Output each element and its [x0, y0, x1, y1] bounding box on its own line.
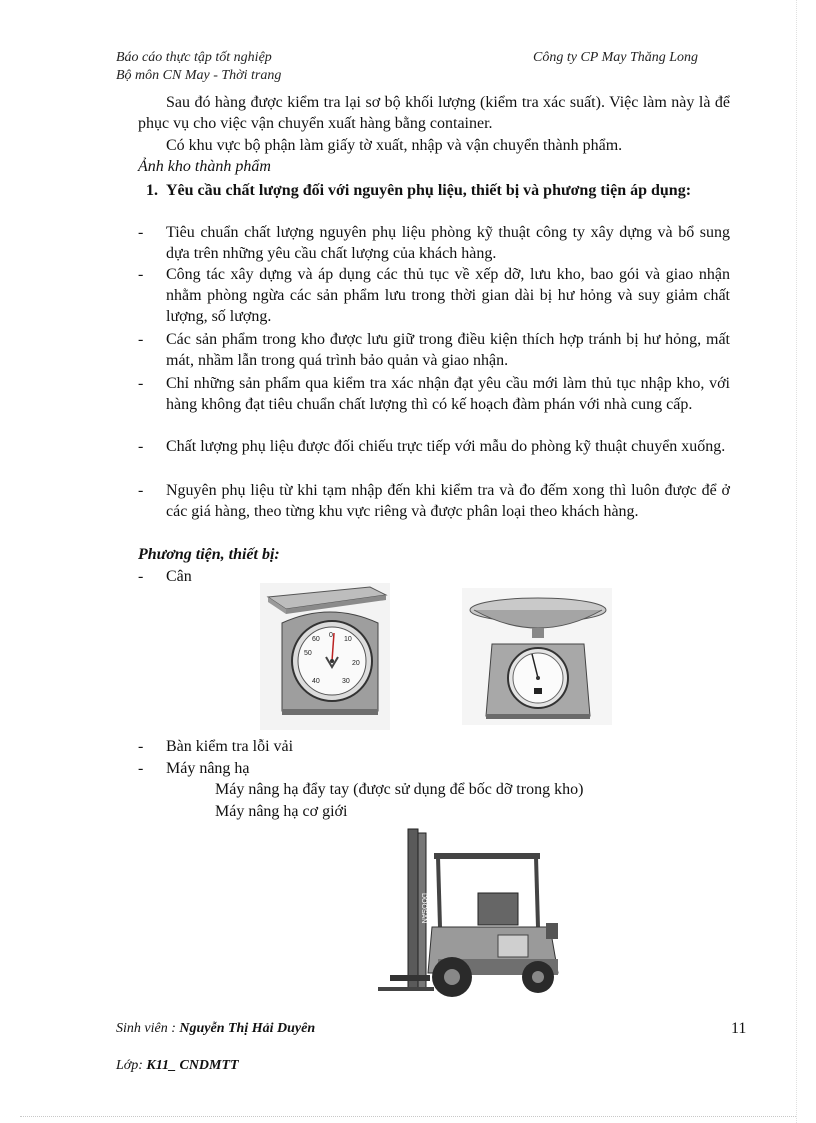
class-name: K11_ CNDMTT: [146, 1058, 239, 1073]
section-number: 1.: [146, 182, 158, 199]
student-name: Nguyễn Thị Hải Duyên: [179, 1021, 316, 1036]
student-label: Sinh viên :: [116, 1021, 180, 1036]
bullet-item: [138, 373, 730, 436]
svg-text:10: 10: [344, 636, 352, 643]
svg-text:40: 40: [312, 678, 320, 685]
bullet-item: [138, 480, 730, 543]
bullet-dash: -: [138, 375, 144, 392]
class-label: Lớp:: [116, 1058, 147, 1073]
header-left-line1: Báo cáo thực tập tốt nghiệp: [116, 50, 272, 65]
equipment-table-label: Bàn kiểm tra lỗi vải: [166, 738, 294, 755]
bullet-text: Chỉ những sản phẩm qua kiểm tra xác nhận đạt yêu cầu mới làm thủ tục nhập kho, với hàng không đạt tiêu chuẩn chất lượng thì có kế hoạch đàm phán với nhà cung cấp.: [166, 375, 730, 413]
forklift-brand: DOOSAN: [420, 893, 427, 924]
forklift-image: [378, 823, 570, 1003]
bullet-dash: -: [138, 568, 144, 585]
page-right-border: [796, 0, 797, 1123]
equipment-lift-label: Máy nâng hạ: [166, 760, 250, 777]
svg-text:30: 30: [342, 678, 350, 685]
bullet-dash: -: [138, 438, 144, 455]
scale-image-2: [462, 588, 612, 725]
header-right: Công ty CP May Thăng Long: [533, 50, 699, 65]
bullet-text: Các sản phẩm trong kho được lưu giữ trong điều kiện thích hợp tránh bị hư hỏng, mất mát, nhầm lẫn trong quá trình bảo quản và giao nhận.: [166, 331, 730, 369]
equipment-heading: Phương tiện, thiết bị:: [138, 546, 280, 563]
svg-text:50: 50: [304, 650, 312, 657]
photo-caption: Ảnh kho thành phẩm: [138, 158, 271, 175]
paragraph-1: Sau đó hàng được kiểm tra lại sơ bộ khối lượng (kiểm tra xác suất). Việc làm này là để phục vụ cho việc vận chuyển xuất hàng bằng container.: [138, 94, 730, 132]
bullet-item: [138, 329, 730, 371]
bullet-item: [138, 436, 730, 478]
bullet-dash: -: [138, 738, 144, 755]
bullet-dash: -: [138, 266, 144, 283]
bullet-text: Chất lượng phụ liệu được đối chiếu trực tiếp với mẫu do phòng kỹ thuật chuyển xuống.: [166, 438, 726, 455]
svg-text:0: 0: [329, 632, 333, 639]
bullet-text: Công tác xây dựng và áp dụng các thủ tục về xếp dỡ, lưu kho, bao gói và giao nhận nhằm phòng ngừa các sản phẩm lưu trong thời gian dài bị hư hỏng và suy giảm chất lượng, số lượng.: [166, 266, 730, 325]
page-bottom-border: [20, 1116, 796, 1117]
paragraph-2: Có khu vực bộ phận làm giấy tờ xuất, nhập và vận chuyển thành phẩm.: [166, 137, 623, 154]
bullet-dash: -: [138, 224, 144, 241]
bullet-text: Nguyên phụ liệu từ khi tạm nhập đến khi kiểm tra và đo đếm xong thì luôn được để ở các giá hàng, theo từng khu vực riêng và được phân loại theo khách hàng.: [166, 482, 730, 520]
equipment-lift-machine: Máy nâng hạ cơ giới: [215, 803, 348, 820]
equipment-scale-label: Cân: [166, 568, 192, 585]
bullet-item: [138, 222, 730, 264]
section-title: Yêu cầu chất lượng đối với nguyên phụ liệu, thiết bị và phương tiện áp dụng:: [166, 182, 692, 199]
footer-student: [116, 1021, 315, 1037]
bullet-dash: -: [138, 331, 144, 348]
svg-text:60: 60: [312, 636, 320, 643]
scale-image-1: [260, 583, 390, 730]
equipment-lift-manual: Máy nâng hạ đẩy tay (được sử dụng để bốc dỡ trong kho): [215, 781, 584, 798]
bullet-text: Tiêu chuẩn chất lượng nguyên phụ liệu phòng kỹ thuật công ty xây dựng và bổ sung dựa trên những yêu cầu chất lượng của khách hàng.: [166, 224, 730, 262]
page-number: 11: [731, 1020, 747, 1037]
svg-text:20: 20: [352, 660, 360, 667]
header-left-line2: Bộ môn CN May - Thời trang: [116, 68, 282, 83]
footer-class: [116, 1058, 239, 1074]
bullet-dash: -: [138, 482, 144, 499]
bullet-item: [138, 264, 730, 327]
bullet-dash: -: [138, 760, 144, 777]
